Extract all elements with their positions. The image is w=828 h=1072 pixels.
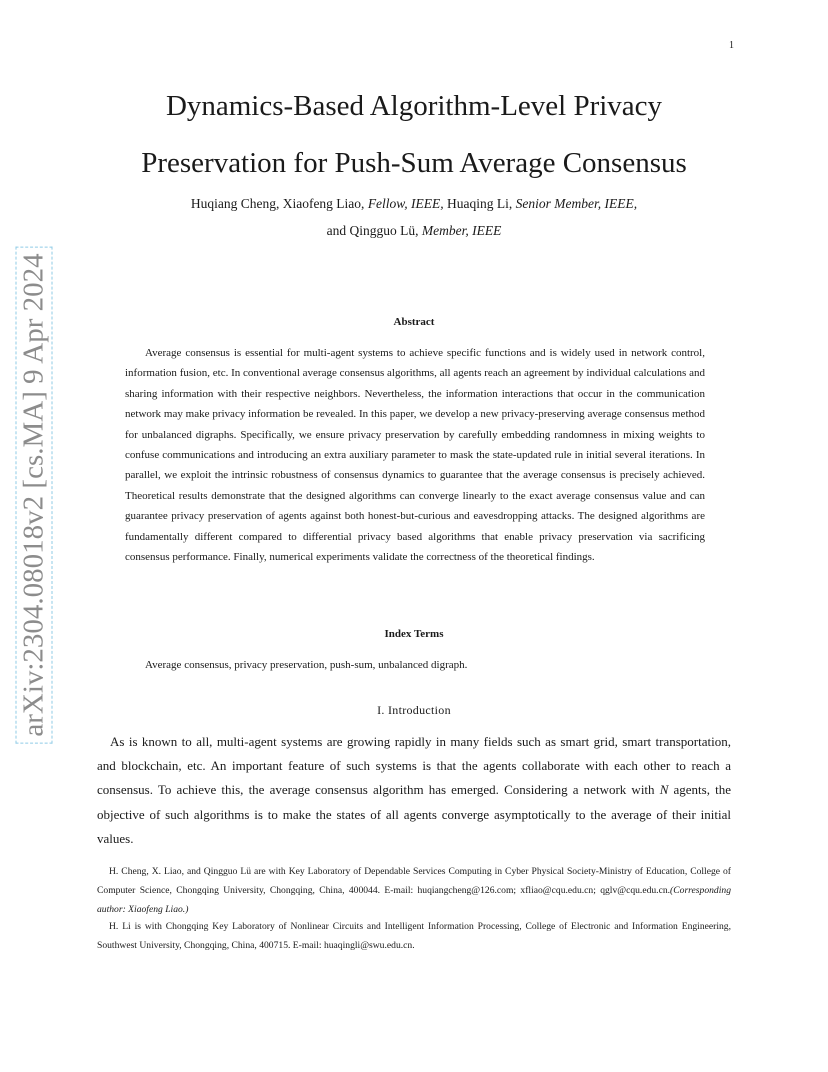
author-names-1: Huqiang Cheng, Xiaofeng Liao,	[190, 196, 368, 211]
author-role-2: Senior Member, IEEE,	[515, 196, 638, 211]
author-role-3: Member, IEEE	[421, 223, 502, 238]
abstract-text: Average consensus is essential for multi-agent systems to achieve specific functions and is widely used in network control, information fusion, etc. In conventional average consensus algorithms, all agents reach an agreement by individual calculations and sharing information with their respective neighbors. Nevertheless, the information interactions that occur in the communication network may make privacy information be revealed. In this paper, we develop a new privacy-preserving average consensus method for unbalanced digraphs. Specifically, we ensure privacy preservation by carefully embedding randomness in mixing weights to confuse communications and introducing an extra auxiliary parameter to mask the state-updated rule in initial several iterations. In parallel, we exploit the intrinsic robustness of consensus dynamics to guarantee that the average consensus is precisely achieved. Theoretical results demonstrate that the designed algorithms can converge linearly to the exact average consensus value and can guarantee privacy preservation of agents against both honest-but-curious and eavesdropping attacks. The designed algorithms are fundamentally different compared to differential privacy based algorithms that enable privacy preservation via sacrificing consensus performance. Finally, numerical experiments validate the correctness of the theoretical findings.	[125, 347, 705, 564]
abstract-heading: Abstract	[393, 316, 435, 328]
title-line-1: Dynamics-Based Algorithm-Level Privacy	[165, 90, 663, 122]
introduction-paragraph	[97, 730, 731, 851]
paper-title	[60, 78, 768, 192]
author-line-1	[60, 190, 768, 217]
footnote-1-text: H. Cheng, X. Liao, and Qingguo Lü are with Key Laboratory of Dependable Services Computing in Cyber Physical Society-Ministry of Education, College of Computer Science, Chongqing University, Chongqing, China, 400044. E-mail: huqiangcheng@126.com; xfliao@cqu.edu.cn; qglv@cqu.edu.cn.	[97, 866, 731, 897]
intro-math-variable: N	[659, 782, 669, 798]
footnote-affiliation-2: H. Li is with Chongqing Key Laboratory of Nonlinear Circuits and Intelligent Information Processing, College of Electronic and Information Engineering, Southwest University, Chongqing, China, 400715. E-mail: huaqingli@swu.edu.cn.	[97, 921, 731, 952]
intro-text-part-2: agents, the objective of such algorithms is to make the states of all agents converge asymptotically to the average of their initial values.	[97, 782, 731, 846]
index-terms-text: Average consensus, privacy preservation, push-sum, unbalanced digraph.	[145, 659, 468, 671]
author-list	[60, 190, 768, 244]
section-heading-introduction: I. Introduction	[377, 703, 451, 717]
page-number: 1	[729, 40, 734, 51]
title-line-2: Preservation for Push-Sum Average Consensus	[141, 147, 687, 179]
index-terms-heading: Index Terms	[384, 628, 444, 640]
author-names-3: and Qingguo Lü,	[326, 223, 422, 238]
arxiv-identifier-stamp[interactable]: arXiv:2304.08018v2 [cs.MA] 9 Apr 2024	[16, 246, 53, 743]
footnote-affiliation-1	[97, 862, 731, 920]
footnote-1-corresponding-author: (Corresponding author: Xiaofeng Liao.)	[97, 885, 731, 916]
author-line-2	[60, 217, 768, 244]
intro-text-part-1: As is known to all, multi-agent systems are growing rapidly in many fields such as smart grid, smart transportation, and blockchain, etc. An important feature of such systems is that the agents collaborate with each other to reach a consensus. To achieve this, the average consensus algorithm has emerged. Considering a network with	[97, 734, 731, 798]
author-names-2: Huaqing Li,	[443, 196, 516, 211]
author-role-1: Fellow, IEEE,	[367, 196, 444, 211]
